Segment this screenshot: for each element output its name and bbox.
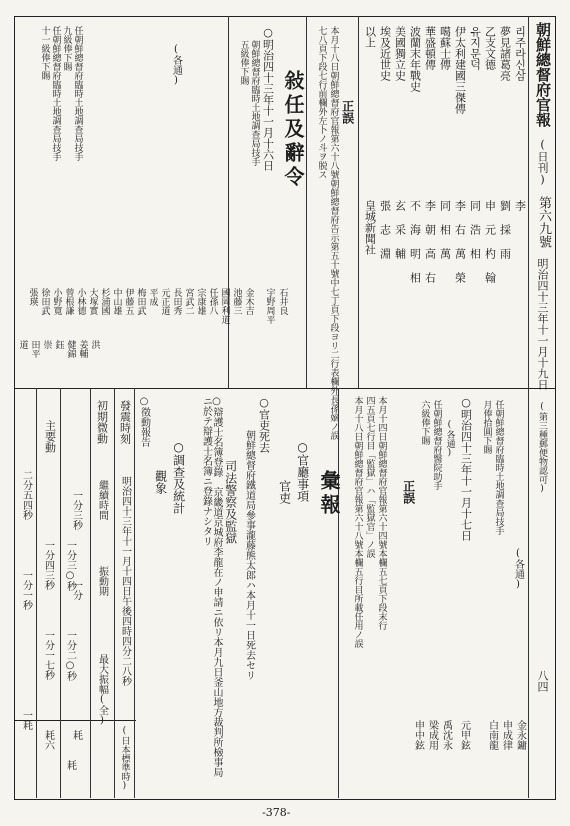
appointment-label: (各通) <box>170 44 182 86</box>
appointment-text: 六級俸下賜 <box>419 400 430 445</box>
gazette-heading: 彙報 <box>317 470 341 518</box>
person-name: 健錦 <box>65 340 76 358</box>
quake-column: 最大振幅(全) <box>96 654 108 726</box>
quake-cell: 一分一七秒 <box>42 630 54 680</box>
book-title: 美國獨立史 <box>393 26 407 81</box>
errata-heading: 正誤 <box>401 480 416 504</box>
quake-cell: 一分三秒 <box>70 490 82 530</box>
book-author: 張 志 淵 <box>378 200 392 259</box>
errata-text: 本月十八日朝鮮總督府官報第六十八號朝鮮總督府告示第五十號中七丁頁下段ヨリ二行表欄外長孫嫡ノ誤 <box>328 26 339 440</box>
book-title: 유지문덕 <box>468 26 482 70</box>
person-name: 伊藤五 <box>123 288 134 315</box>
half-divider <box>14 388 556 389</box>
book-author: 同 浩 相 <box>468 200 482 259</box>
issue-number: 第六九號 <box>536 196 551 248</box>
quake-label: 主要動 <box>43 420 57 453</box>
quake-cell: 耗六 <box>42 730 54 750</box>
gazette-edition: (日刊) <box>536 138 549 186</box>
person-name: 田平 <box>29 340 40 358</box>
quake-column: 振動期 <box>96 566 108 596</box>
person-name: 元正道 <box>159 288 170 315</box>
quake-cell: 一耗 <box>20 710 32 730</box>
person-name: 梅田武 <box>135 288 146 315</box>
quake-cell: 二分五四秒 <box>20 470 32 520</box>
gazette-subheading: 官吏 <box>277 480 292 504</box>
book-author: 皇城新聞社 <box>363 200 377 255</box>
person-name: 曾根謙 <box>63 288 74 315</box>
person-name: 宗康雄 <box>195 288 206 315</box>
quake-column: 繼續時間 <box>96 480 108 520</box>
table-rule <box>36 388 37 798</box>
person-name: 小野寬 <box>51 288 62 315</box>
book-author: 同 相 萬 <box>438 200 452 259</box>
section-text: 朝鮮總督府鐵道局參事瀧藤熊太郎ハ本月十一日死去セリ <box>243 430 255 680</box>
quake-cell: 一分一秒 <box>20 570 32 610</box>
column-rule <box>358 16 359 388</box>
section-title: ○官吏死去 <box>257 396 271 453</box>
quake-time-note: (日本標準時) <box>119 726 130 791</box>
book-title: 夢見諸葛亮 <box>498 26 512 81</box>
book-title: 華盛頓傳 <box>423 26 437 70</box>
mail-note: (第三種郵便物認可) <box>537 402 547 494</box>
quake-label: 發震時刻 <box>118 400 132 444</box>
book-title: 乙支文德 <box>483 26 497 70</box>
book-title: 波蘭末年戰史 <box>408 26 422 92</box>
errata-text: 本月十八日朝鮮總督府官報第六十八號本欄五行目所載任用ノ誤 <box>352 396 363 648</box>
appointment-text: 任朝鮮總督府臨時土地調查局技手 <box>72 26 83 161</box>
column-rule <box>228 16 229 388</box>
book-author: 玄 采 輔 <box>393 200 407 259</box>
appointment-text: 月俸拾圓下賜 <box>481 400 492 454</box>
page-number: 八四 <box>536 670 549 692</box>
person-name: 長田秀 <box>171 288 182 315</box>
errata-text: 本月十四日朝鮮總督府官報第六十四號本欄五七頁下段末行 <box>376 396 387 630</box>
person-name: 大塚實 <box>87 288 98 315</box>
section-title: 觀象 <box>153 470 168 494</box>
person-name: 道 <box>17 340 28 349</box>
appointment-text: 五級俸下賜 <box>238 40 249 85</box>
section-title: 司法警察及監獄 <box>223 460 238 544</box>
person-name: 宇野周平 <box>264 288 275 324</box>
book-title: 以上 <box>363 26 377 48</box>
appointment-text: 任朝鮮總督府醫院助手 <box>431 400 442 490</box>
book-title: 埃及近世史 <box>378 26 392 81</box>
person-name: 小林德 <box>75 288 86 315</box>
issue-date: 明治四十三年十一月十九日 <box>536 258 549 390</box>
person-name: 徐田武 <box>39 288 50 315</box>
page-footer: -378- <box>262 806 291 819</box>
section-title: ○徵動報告 <box>138 396 150 447</box>
book-author: 李 右 萬 榮 <box>453 200 467 283</box>
section-title: ○調查及統計 <box>171 440 186 514</box>
quake-time: 明治四十三年十一月十四日午後四時四分二八秒 <box>119 476 131 686</box>
quake-cell: 一分三○秒 <box>64 540 76 591</box>
gazette-title: 朝鮮總督府官報 <box>534 22 552 127</box>
person-name: 金永鏞 <box>514 720 526 750</box>
column-rule <box>338 388 339 798</box>
table-rule <box>114 388 115 798</box>
person-name: 申中鉉 <box>412 720 424 750</box>
book-author: 李 <box>513 200 527 211</box>
gazette-subheading: ○官廳事項 <box>295 440 310 502</box>
appointment-text: 十一級俸下賜 <box>39 26 50 80</box>
appointment-text: 九級俸下賜 <box>61 26 72 71</box>
person-name: 國岡利道 <box>219 288 230 324</box>
errata-text: 七八頁下段七行前欄外左卜ノ斗ヲ脱ス <box>316 26 327 179</box>
person-name: 石井良 <box>277 288 288 315</box>
appointment-label: (各通) <box>444 420 455 458</box>
quake-cell: 耗 <box>70 730 82 740</box>
person-name: 禹沈永 <box>440 720 452 750</box>
book-author: 申 元 杓 翰 <box>483 200 497 283</box>
person-name: 白南龍 <box>486 720 498 750</box>
table-rule <box>90 388 91 798</box>
table-rule <box>134 388 135 798</box>
person-name: 金木吉 <box>243 288 254 315</box>
table-border <box>14 720 136 721</box>
quake-cell: 一分四三秒 <box>42 540 54 590</box>
quake-cell: 一分二○秒 <box>64 630 76 681</box>
book-title: 伊太利建國三傑傳 <box>453 26 467 114</box>
appointment-label: (各通) <box>512 548 524 590</box>
appointments-heading: 敍任及辭令 <box>281 70 305 190</box>
errata-heading: 正誤 <box>340 100 355 124</box>
person-name: 宮武二 <box>183 288 194 315</box>
appointment-date: ○明治四十三年十一月十七日 <box>459 396 473 541</box>
person-name: 杉浦國 <box>99 288 110 315</box>
errata-text: 四五頁七行目「監獄」ハ「監獄官」ノ誤 <box>364 396 375 558</box>
person-name: 平成 <box>147 288 158 306</box>
appointment-text: 任朝鮮總督府臨時土地調查局技手 <box>50 26 61 161</box>
book-author: 不 海 明 相 <box>408 200 422 283</box>
person-name: 申成律 <box>500 720 512 750</box>
person-name: 張瑛 <box>27 288 38 306</box>
person-name: 姜輔 <box>77 340 88 358</box>
book-author: 李 朝 高 右 <box>423 200 437 283</box>
person-name: 池藤三 <box>231 288 242 315</box>
person-name: 任孫八 <box>207 288 218 315</box>
appointment-text: 任朝鮮總督府臨時土地調查局技手 <box>493 400 504 535</box>
section-text: ○辯護士名簿登錄 京畿道京城府李龍在ノ申請ニ依リ本月九日釜山地方裁判所檢事局ニ於テ辯護士名簿ニ登錄ナシタリ <box>200 396 222 777</box>
appointment-text: 朝鮮總督府臨時土地調查局技手 <box>249 40 260 166</box>
book-author: 劉 採 雨 <box>498 200 512 259</box>
person-name: 中山雄 <box>111 288 122 315</box>
appointment-date: ○明治四十三年十一月十六日 <box>261 26 275 171</box>
person-name: 梁成用 <box>426 720 438 750</box>
person-name: 元甲鉉 <box>458 720 470 750</box>
person-name: 洪 <box>89 340 100 349</box>
quake-cell: 一分 <box>70 580 82 600</box>
quake-label: 初期微動 <box>95 400 109 444</box>
table-rule <box>60 388 61 798</box>
book-title: 리주라신삼 <box>513 26 527 81</box>
person-name: 鈺 <box>53 340 64 349</box>
masthead-divider <box>528 16 529 798</box>
column-rule <box>306 16 307 388</box>
person-name: 崇 <box>41 340 52 349</box>
quake-cell: 耗 <box>64 760 76 770</box>
book-title: 噶蘇士傳 <box>438 26 452 70</box>
